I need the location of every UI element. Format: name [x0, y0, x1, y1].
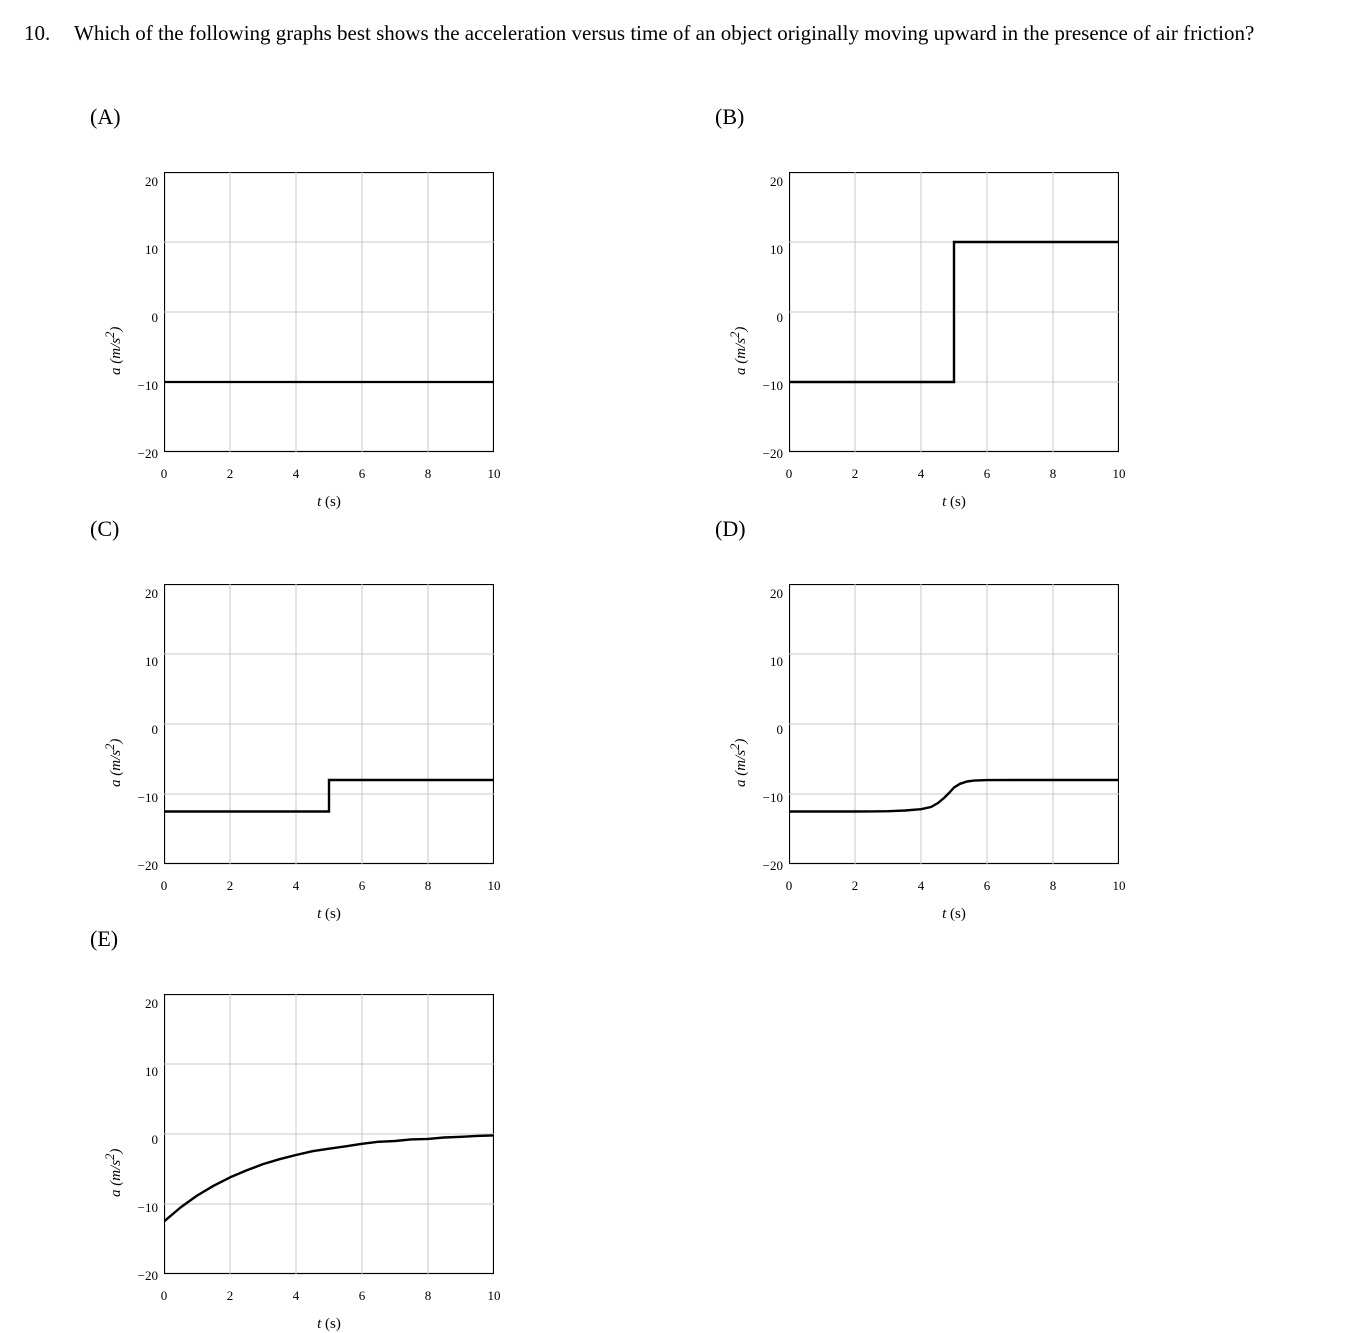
ylabel-close: ) — [108, 1148, 124, 1154]
option-c-label: (C) — [90, 516, 120, 541]
option-d — [715, 512, 1235, 922]
option-e-ytick-20: 20 — [145, 996, 158, 1011]
option-c-ytick-neg10: −10 — [137, 790, 158, 805]
ylabel-var: a — [108, 367, 124, 375]
option-e-xtick-10: 10 — [487, 1288, 501, 1303]
option-a-ytick-neg10: −10 — [137, 378, 158, 393]
option-c-xlabel — [249, 906, 409, 923]
option-a-ytick-0: 0 — [151, 310, 158, 325]
option-a-xtick-8: 8 — [424, 466, 432, 481]
option-d-ytick-neg10: −10 — [762, 790, 783, 805]
option-b-xtick-6: 6 — [983, 466, 991, 481]
question-block — [24, 18, 1346, 48]
option-d-xlabel — [874, 906, 1034, 923]
option-b-label: (B) — [715, 104, 745, 129]
option-b-ytick-neg20: −20 — [762, 446, 783, 461]
option-e — [90, 922, 610, 1332]
ylabel-var: a — [733, 779, 749, 787]
ylabel-var: a — [733, 367, 749, 375]
ylabel-var: a — [108, 779, 124, 787]
ylabel-exp: 2 — [103, 331, 117, 338]
option-e-xlabel — [249, 1316, 409, 1333]
question-number: 10. — [24, 21, 51, 45]
option-e-xtick-6: 6 — [358, 1288, 366, 1303]
option-b — [715, 100, 1235, 510]
option-c-ytick-0: 0 — [151, 722, 158, 737]
option-e-xtick-0: 0 — [160, 1288, 168, 1303]
ylabel-exp: 2 — [728, 331, 742, 338]
option-d-xtick-4: 4 — [917, 878, 925, 893]
option-b-ytick-20: 20 — [770, 174, 783, 189]
option-a — [90, 100, 610, 510]
option-e-ytick-neg20: −20 — [137, 1268, 158, 1283]
option-d-ytick-neg20: −20 — [762, 858, 783, 873]
option-c-ytick-20: 20 — [145, 586, 158, 601]
option-c — [90, 512, 610, 922]
ylabel-unit: (m/s — [108, 337, 124, 368]
option-b-xtick-4: 4 — [917, 466, 925, 481]
option-a-xtick-6: 6 — [358, 466, 366, 481]
xlabel-unit: (s) — [321, 906, 341, 922]
ylabel-exp: 2 — [103, 1153, 117, 1160]
option-d-xtick-8: 8 — [1049, 878, 1057, 893]
ylabel-unit: (m/s — [108, 1159, 124, 1190]
option-d-plot — [715, 546, 1235, 922]
option-a-plot — [90, 134, 610, 510]
xlabel-var: t — [317, 494, 322, 510]
option-d-ytick-0: 0 — [776, 722, 783, 737]
option-e-xtick-2: 2 — [226, 1288, 234, 1303]
option-d-xtick-2: 2 — [851, 878, 859, 893]
option-e-xtick-8: 8 — [424, 1288, 432, 1303]
option-c-ytick-10: 10 — [145, 654, 158, 669]
ylabel-exp: 2 — [103, 743, 117, 750]
xlabel-var: t — [942, 906, 947, 922]
option-e-ytick-10: 10 — [145, 1064, 158, 1079]
option-e-axes — [164, 994, 494, 1284]
option-d-ytick-20: 20 — [770, 586, 783, 601]
option-a-xtick-2: 2 — [226, 466, 234, 481]
option-c-axes — [164, 584, 494, 874]
ylabel-var: a — [108, 1189, 124, 1197]
option-a-xtick-0: 0 — [160, 466, 168, 481]
option-d-axes — [789, 584, 1119, 874]
option-b-ytick-neg10: −10 — [762, 378, 783, 393]
option-a-ytick-10: 10 — [145, 242, 158, 257]
option-c-xtick-0: 0 — [160, 878, 168, 893]
option-e-label: (E) — [90, 926, 119, 951]
option-b-ytick-10: 10 — [770, 242, 783, 257]
ylabel-close: ) — [108, 326, 124, 332]
option-b-xtick-8: 8 — [1049, 466, 1057, 481]
option-e-ytick-0: 0 — [151, 1132, 158, 1147]
question-text: Which of the following graphs best shows the acceleration versus time of an object originally moving upward in the presence of air friction? — [74, 21, 1255, 45]
ylabel-unit: (m/s — [108, 749, 124, 780]
option-e-xtick-4: 4 — [292, 1288, 300, 1303]
option-b-axes — [789, 172, 1119, 462]
option-c-ytick-neg20: −20 — [137, 858, 158, 873]
ylabel-close: ) — [733, 326, 749, 332]
xlabel-unit: (s) — [321, 1316, 341, 1332]
option-d-ytick-10: 10 — [770, 654, 783, 669]
option-b-xtick-10: 10 — [1112, 466, 1126, 481]
option-c-xtick-10: 10 — [487, 878, 501, 893]
option-e-plot — [90, 956, 610, 1332]
option-b-xtick-2: 2 — [851, 466, 859, 481]
xlabel-unit: (s) — [321, 494, 341, 510]
option-c-xtick-2: 2 — [226, 878, 234, 893]
option-d-xtick-10: 10 — [1112, 878, 1126, 893]
xlabel-var: t — [317, 906, 322, 922]
option-e-ytick-neg10: −10 — [137, 1200, 158, 1215]
option-c-plot — [90, 546, 610, 922]
option-a-axes — [164, 172, 494, 462]
option-a-xlabel — [249, 494, 409, 511]
option-d-label: (D) — [715, 516, 746, 541]
xlabel-unit: (s) — [946, 494, 966, 510]
option-b-xtick-0: 0 — [785, 466, 793, 481]
xlabel-var: t — [942, 494, 947, 510]
ylabel-unit: (m/s — [733, 749, 749, 780]
option-b-ytick-0: 0 — [776, 310, 783, 325]
ylabel-close: ) — [108, 738, 124, 744]
option-a-ytick-neg20: −20 — [137, 446, 158, 461]
option-a-xtick-10: 10 — [487, 466, 501, 481]
option-d-xtick-6: 6 — [983, 878, 991, 893]
option-b-plot — [715, 134, 1235, 510]
option-a-ytick-20: 20 — [145, 174, 158, 189]
option-d-xtick-0: 0 — [785, 878, 793, 893]
xlabel-var: t — [317, 1316, 322, 1332]
option-a-label: (A) — [90, 104, 121, 129]
ylabel-close: ) — [733, 738, 749, 744]
option-c-xtick-8: 8 — [424, 878, 432, 893]
ylabel-exp: 2 — [728, 743, 742, 750]
option-c-xtick-4: 4 — [292, 878, 300, 893]
option-c-xtick-6: 6 — [358, 878, 366, 893]
ylabel-unit: (m/s — [733, 337, 749, 368]
option-a-xtick-4: 4 — [292, 466, 300, 481]
xlabel-unit: (s) — [946, 906, 966, 922]
option-b-xlabel — [874, 494, 1034, 511]
